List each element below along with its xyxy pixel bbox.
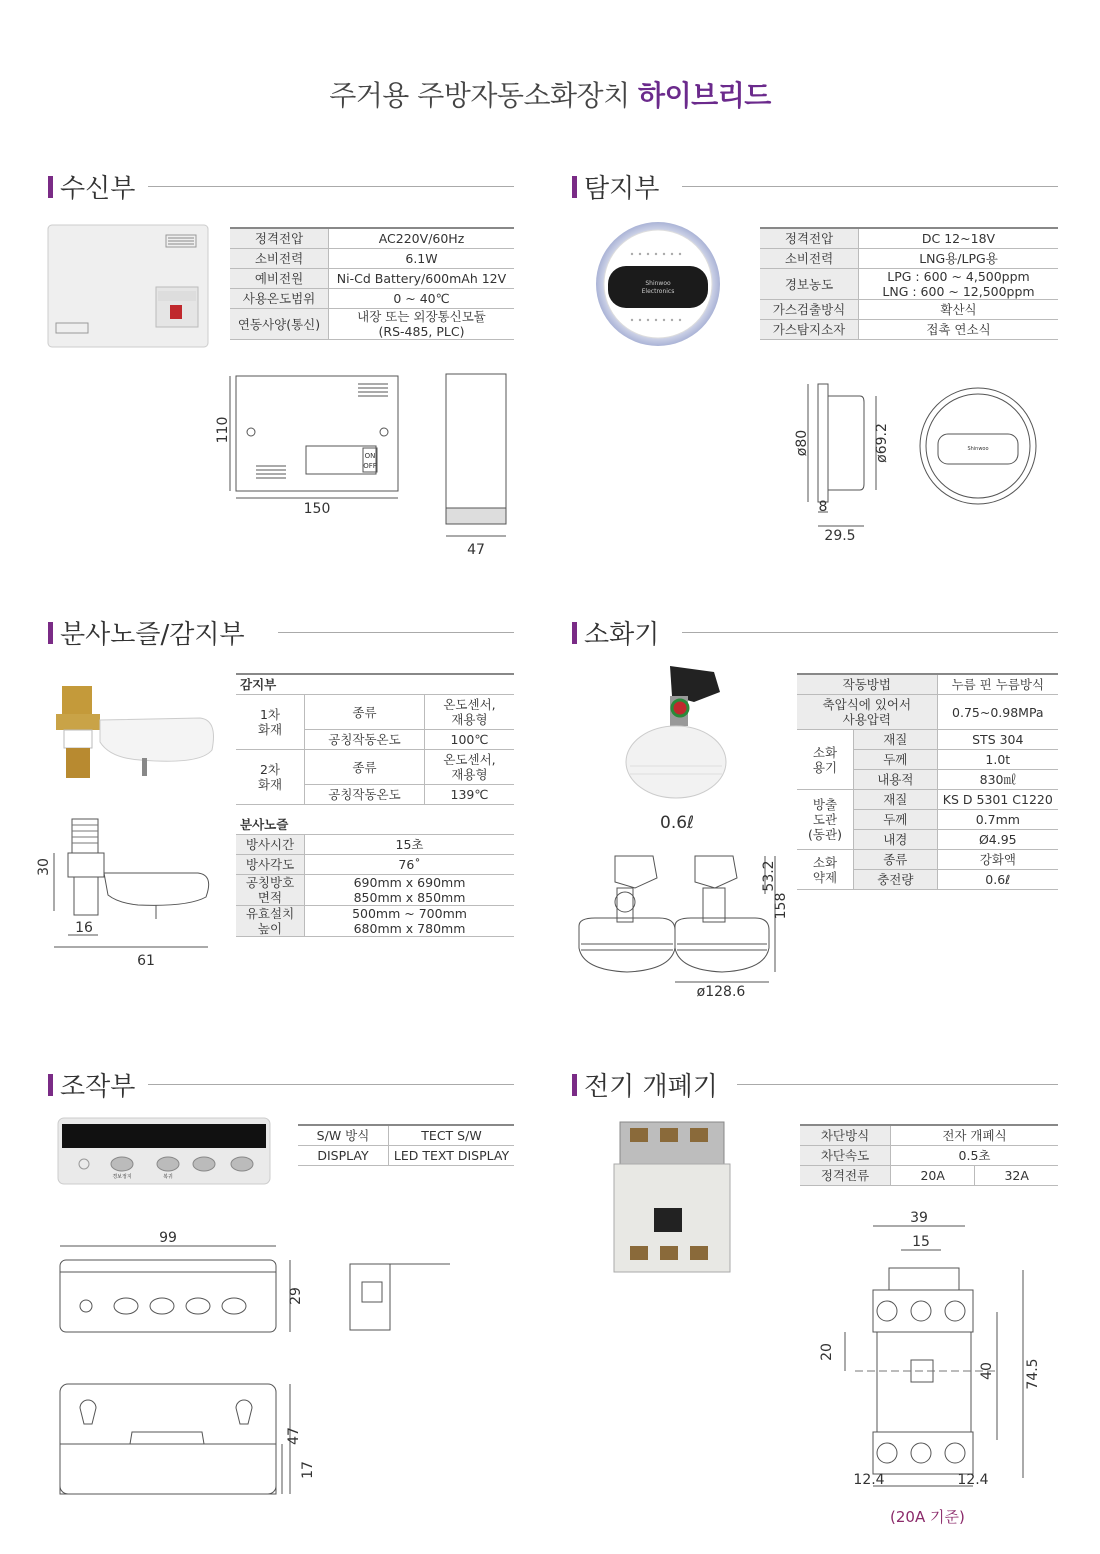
table-row: 소화 용기 재질 STS 304 [797, 730, 1058, 750]
breaker-spec-table [800, 1124, 1058, 1186]
svg-text:ø128.6: ø128.6 [696, 984, 746, 1000]
svg-text:110: 110 [215, 416, 231, 444]
table-row: 내용적 830㎖ [797, 770, 1058, 790]
table-row: 내경 Ø4.95 [797, 830, 1058, 850]
svg-text:61: 61 [137, 953, 155, 969]
svg-text:Shinwoo: Shinwoo [645, 280, 671, 287]
svg-text:ø80: ø80 [794, 429, 810, 457]
nozzle-spec-table [236, 673, 514, 937]
table-row: 소비전력 6.1W [230, 249, 514, 269]
svg-text:15: 15 [912, 1234, 930, 1250]
detector-photo [596, 222, 720, 346]
section-nozzle: 분사노즐/감지부 [48, 616, 514, 646]
extinguisher-volume: 0.6ℓ [660, 813, 695, 833]
section-receiver: 수신부 [48, 170, 514, 200]
svg-text:Shinwoo: Shinwoo [967, 446, 989, 452]
svg-text:17: 17 [300, 1461, 316, 1479]
svg-text:ON: ON [364, 452, 376, 460]
page-title: 주거용 주방자동소화장치 하이브리드 [329, 79, 771, 112]
breaker-drawing [815, 1208, 1055, 1538]
svg-text:12.4: 12.4 [957, 1472, 989, 1488]
svg-text:복귀: 복귀 [163, 1174, 173, 1180]
table-row: 사용온도범위 0 ~ 40℃ [230, 289, 514, 309]
svg-text:경보정지: 경보정지 [112, 1174, 132, 1180]
section-breaker: 전기 개폐기 [572, 1068, 1058, 1098]
nozzle-drawing [38, 815, 218, 975]
svg-text:OFF: OFF [363, 462, 377, 470]
svg-text:158: 158 [773, 892, 789, 920]
svg-text:53.2: 53.2 [761, 860, 777, 892]
extinguisher-photo [622, 662, 726, 802]
table-row: 가스탐지소자 접촉 연소식 [760, 320, 1058, 340]
receiver-spec-table [230, 227, 514, 340]
svg-text:29: 29 [288, 1287, 304, 1305]
controller-spec-table [298, 1124, 514, 1166]
table-row: 차단속도 0.5초 [800, 1146, 1058, 1166]
table-row: 방사각도 76˚ [236, 855, 514, 875]
table-row: 감지부 [236, 674, 514, 695]
table-row: DISPLAY LED TEXT DISPLAY [298, 1146, 514, 1166]
table-row: 두께 1.0t [797, 750, 1058, 770]
svg-text:Electronics: Electronics [641, 288, 675, 295]
breaker-note: (20A 기준) [890, 1508, 965, 1526]
svg-text:40: 40 [979, 1362, 995, 1380]
breaker-photo [614, 1118, 730, 1280]
svg-text:47: 47 [467, 542, 485, 558]
svg-text:29.5: 29.5 [824, 528, 856, 544]
table-row: 방사시간 15초 [236, 835, 514, 855]
table-row: 소비전력 LNG용/LPG용 [760, 249, 1058, 269]
svg-text:30: 30 [36, 858, 52, 876]
section-controller: 조작부 [48, 1068, 514, 1098]
table-row: 경보농도 LPG : 600 ~ 4,500ppm LNG : 600 ~ 12,500ppm [760, 269, 1058, 300]
svg-text:150: 150 [303, 501, 331, 517]
table-row: S/W 방식 TECT S/W [298, 1125, 514, 1146]
table-row: 소화 약제 종류 강화액 [797, 850, 1058, 870]
svg-text:20: 20 [819, 1343, 835, 1361]
svg-text:16: 16 [75, 920, 93, 936]
table-row: 두께 0.7mm [797, 810, 1058, 830]
section-detector: 탐지부 [572, 170, 1058, 200]
detector-drawing [780, 380, 1060, 545]
table-row: 정격전압 AC220V/60Hz [230, 228, 514, 249]
extinguisher-spec-table [797, 673, 1058, 890]
svg-text:12.4: 12.4 [853, 1472, 885, 1488]
svg-text:74.5: 74.5 [1025, 1358, 1041, 1390]
table-row: 정격전류 20A 32A [800, 1166, 1058, 1186]
table-row: 차단방식 전자 개폐식 [800, 1125, 1058, 1146]
receiver-photo [48, 225, 208, 347]
table-row: 작동방법 누름 핀 누름방식 [797, 674, 1058, 695]
section-extinguisher: 소화기 [572, 616, 1058, 646]
table-row: 공칭방호 면적 690mm x 690mm 850mm x 850mm [236, 875, 514, 906]
svg-text:39: 39 [910, 1210, 928, 1226]
controller-photo [58, 1118, 270, 1184]
nozzle-photo [50, 680, 220, 790]
table-row: 정격전압 DC 12~18V [760, 228, 1058, 249]
table-row: 가스검출방식 확산식 [760, 300, 1058, 320]
table-row: 충전량 0.6ℓ [797, 870, 1058, 890]
controller-drawing [50, 1230, 470, 1520]
svg-text:99: 99 [159, 1230, 177, 1246]
table-row: 예비전원 Ni-Cd Battery/600mAh 12V [230, 269, 514, 289]
table-row: 공칭작동온도 139℃ [236, 785, 514, 805]
table-row: 유효설치 높이 500mm ~ 700mm 680mm x 780mm [236, 906, 514, 937]
table-row: 축압식에 있어서 사용압력 0.75~0.98MPa [797, 695, 1058, 730]
table-row: 연동사양(통신) 내장 또는 외장통신모듈 (RS-485, PLC) [230, 309, 514, 340]
brand-name: 하이브리드 [638, 79, 771, 112]
table-row: 방출 도관 (동관) 재질 KS D 5301 C1220 [797, 790, 1058, 810]
extinguisher-drawing [575, 848, 790, 1003]
receiver-drawing [215, 370, 518, 560]
table-row: 1차 화재 종류 온도센서, 재용형 [236, 695, 514, 730]
svg-text:ø69.2: ø69.2 [874, 423, 890, 463]
svg-text:8: 8 [818, 499, 828, 515]
detector-spec-table [760, 227, 1058, 340]
table-row: 공칭작동온도 100℃ [236, 730, 514, 750]
table-row: 2차 화재 종류 온도센서, 재용형 [236, 750, 514, 785]
table-row: 분사노즐 [236, 815, 514, 835]
svg-text:47: 47 [286, 1427, 302, 1445]
